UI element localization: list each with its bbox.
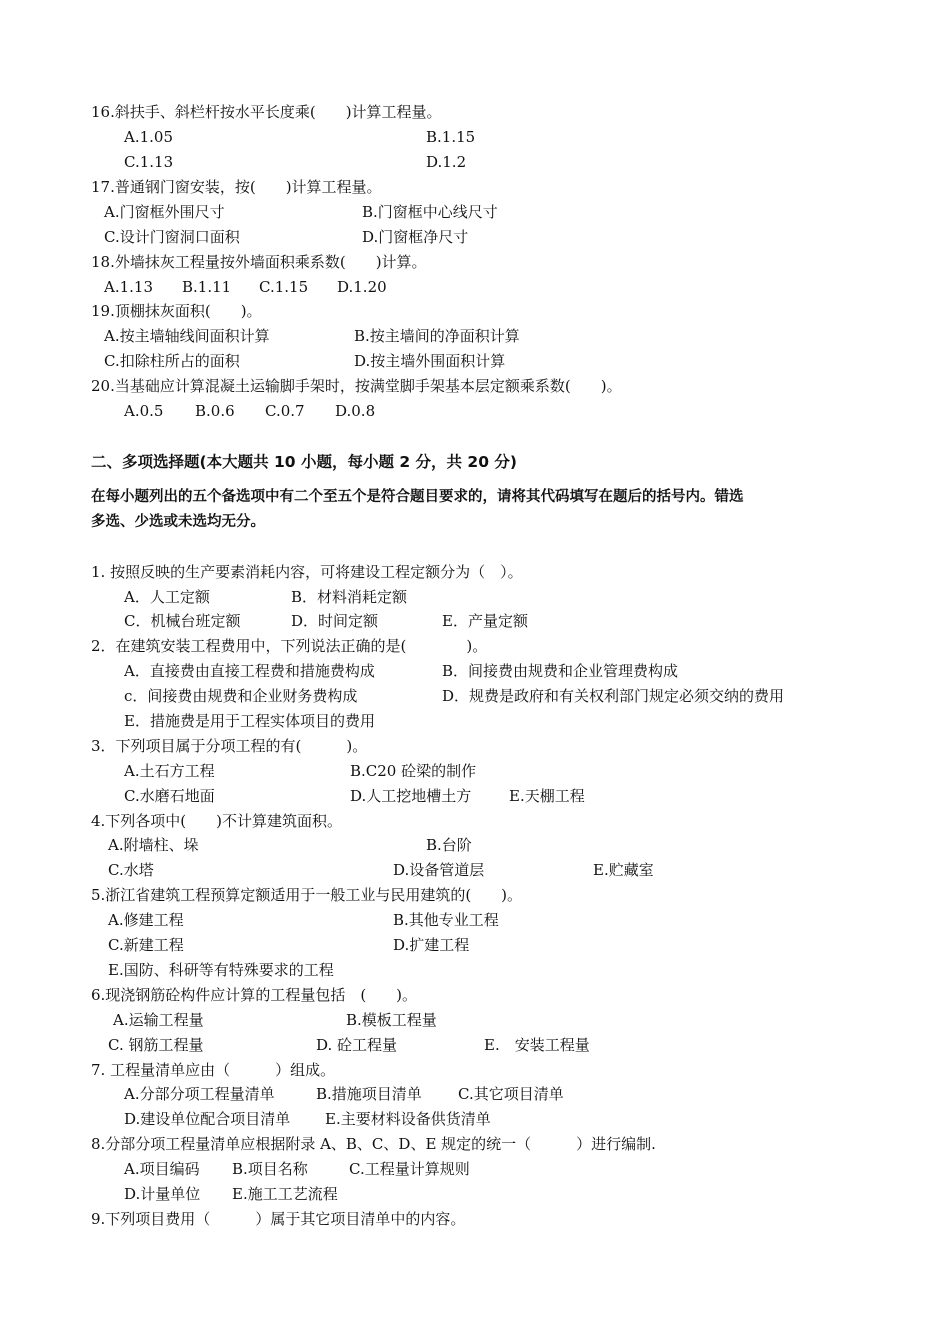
mq8-stem: 8.分部分项工程量清单应根据附录 A、B、C、D、E 规定的统一（ ）进行编制. — [91, 1135, 656, 1153]
q18-option-c: C.1.15 — [259, 278, 309, 296]
q17-option-d: D.门窗框净尺寸 — [362, 228, 469, 246]
mq1-option-e: E．产量定额 — [442, 612, 528, 630]
mq2-option-d: D．规费是政府和有关权利部门规定必须交纳的费用 — [442, 687, 785, 705]
q18-option-a: A.1.13 — [104, 278, 153, 296]
q17-option-b: B.门窗框中心线尺寸 — [362, 203, 498, 221]
mq6-option-d: D. 砼工程量 — [316, 1036, 398, 1054]
mq2-stem: 2．在建筑安装工程费用中，下列说法正确的是( )。 — [91, 637, 488, 655]
mq5-stem: 5.浙江省建筑工程预算定额适用于一般工业与民用建筑的( )。 — [91, 886, 523, 904]
mq4-option-d: D.设备管道层 — [393, 861, 485, 879]
mq5-option-b: B.其他专业工程 — [393, 911, 499, 929]
q17-stem: 17.普通钢门窗安装，按( )计算工程量。 — [91, 178, 382, 196]
mq8-option-b: B.项目名称 — [232, 1160, 308, 1178]
mq8-option-e: E.施工工艺流程 — [232, 1185, 338, 1203]
mq1-option-c: C．机械台班定额 — [124, 612, 241, 630]
q19-option-d: D.按主墙外围面积计算 — [354, 352, 506, 370]
mq1-option-d: D．时间定额 — [291, 612, 379, 630]
mq3-option-c: C.水磨石地面 — [124, 787, 215, 805]
mq1-stem: 1. 按照反映的生产要素消耗内容，可将建设工程定额分为（ ）。 — [91, 563, 523, 581]
mq7-option-c: C.其它项目清单 — [458, 1085, 564, 1103]
mq1-option-b: B．材料消耗定额 — [291, 588, 408, 606]
mq5-option-d: D.扩建工程 — [393, 936, 470, 954]
mq5-option-a: A.修建工程 — [108, 911, 184, 929]
q20-option-d: D.0.8 — [335, 402, 376, 420]
q19-option-c: C.扣除柱所占的面积 — [104, 352, 240, 370]
mq7-option-a: A.分部分项工程量清单 — [124, 1085, 275, 1103]
q19-stem: 19.顶棚抹灰面积( )。 — [91, 302, 262, 320]
q16-stem: 16.斜扶手、斜栏杆按水平长度乘( )计算工程量。 — [91, 103, 442, 121]
mq6-stem: 6.现浇钢筋砼构件应计算的工程量包括 ( )。 — [91, 986, 418, 1004]
q17-option-a: A.门窗框外围尺寸 — [104, 203, 225, 221]
mq6-option-a: A.运输工程量 — [113, 1011, 204, 1029]
mq7-stem: 7. 工程量清单应由（ ）组成。 — [91, 1061, 336, 1079]
mq8-option-d: D.计量单位 — [124, 1185, 201, 1203]
q17-option-c: C.设计门窗洞口面积 — [104, 228, 240, 246]
q19-option-a: A.按主墙轴线间面积计算 — [104, 327, 270, 345]
q18-option-b: B.1.11 — [182, 278, 232, 296]
mq5-option-c: C.新建工程 — [108, 936, 184, 954]
mq6-option-b: B.模板工程量 — [346, 1011, 437, 1029]
mq8-option-c: C.工程量计算规则 — [349, 1160, 470, 1178]
q19-option-b: B.按主墙间的净面积计算 — [354, 327, 520, 345]
q16-option-d: D.1.2 — [426, 153, 467, 171]
mq4-option-b: B.台阶 — [426, 836, 472, 854]
q20-option-a: A.0.5 — [124, 402, 164, 420]
mq2-option-c: c．间接费由规费和企业财务费构成 — [124, 687, 358, 705]
mq4-option-a: A.附墙柱、垛 — [108, 836, 199, 854]
mq3-option-a: A.土石方工程 — [124, 762, 215, 780]
q16-option-c: C.1.13 — [124, 153, 174, 171]
q20-option-c: C.0.7 — [265, 402, 305, 420]
mq3-option-e: E.天棚工程 — [509, 787, 585, 805]
mq7-option-e: E.主要材料设备供货清单 — [325, 1110, 491, 1128]
section-instructions-line1: 在每小题列出的五个备选项中有二个至五个是符合题目要求的，请将其代码填写在题后的括号内。错选 — [91, 489, 744, 505]
mq3-option-d: D.人工挖地槽土方 — [350, 787, 472, 805]
mq6-option-e: E. 安装工程量 — [484, 1036, 590, 1054]
mq4-stem: 4.下列各项中( )不计算建筑面积。 — [91, 812, 343, 830]
q20-stem: 20.当基础应计算混凝土运输脚手架时，按满堂脚手架基本层定额乘系数( )。 — [91, 377, 622, 395]
mq3-option-b: B.C20 砼梁的制作 — [350, 762, 477, 780]
mq4-option-e: E.贮藏室 — [593, 861, 654, 879]
q16-option-a: A.1.05 — [124, 128, 173, 146]
q18-stem: 18.外墙抹灰工程量按外墙面积乘系数( )计算。 — [91, 253, 427, 271]
q18-option-d: D.1.20 — [337, 278, 387, 296]
mq3-stem: 3．下列项目属于分项工程的有( )。 — [91, 737, 368, 755]
mq8-option-a: A.项目编码 — [124, 1160, 200, 1178]
mq2-option-e: E．措施费是用于工程实体项目的费用 — [124, 712, 375, 730]
section-instructions-line2: 多选、少选或未选均无分。 — [91, 514, 265, 530]
mq9-stem: 9.下列项目费用（ ）属于其它项目清单中的内容。 — [91, 1210, 466, 1228]
mq5-option-e: E.国防、科研等有特殊要求的工程 — [108, 961, 334, 979]
q16-option-b: B.1.15 — [426, 128, 476, 146]
mq2-option-b: B．间接费由规费和企业管理费构成 — [442, 662, 679, 680]
mq1-option-a: A．人工定额 — [124, 588, 210, 606]
mq6-option-c: C. 钢筋工程量 — [108, 1036, 204, 1054]
q20-option-b: B.0.6 — [195, 402, 235, 420]
mq2-option-a: A．直接费由直接工程费和措施费构成 — [124, 662, 375, 680]
section-title: 二、多项选择题(本大题共 10 小题，每小题 2 分，共 20 分) — [91, 453, 517, 471]
mq7-option-d: D.建设单位配合项目清单 — [124, 1110, 291, 1128]
mq7-option-b: B.措施项目清单 — [316, 1085, 422, 1103]
mq4-option-c: C.水塔 — [108, 861, 154, 879]
